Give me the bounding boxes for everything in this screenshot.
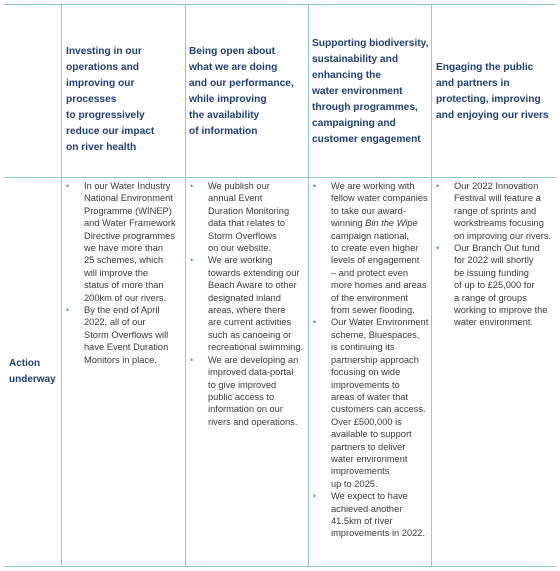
bullet-line: • We publish our [208, 181, 270, 191]
bullet-line: improvements to [331, 379, 400, 390]
bullet-item [188, 180, 308, 254]
header-line: and our performance, [189, 78, 294, 89]
header-line: on river health [66, 142, 137, 153]
bullet-line: levels of engagement [331, 255, 420, 266]
bullet-line: partners to deliver [331, 441, 406, 452]
bullet-line: range of sprints and [454, 205, 537, 216]
header-openness [189, 44, 307, 140]
bullet-line: • We are working [208, 255, 273, 266]
bullet-line: water environment. [454, 317, 534, 328]
bullet-line: scheme, Bluespaces, [331, 329, 420, 340]
bullet-line: status of more than [84, 280, 164, 291]
bullet-item [188, 254, 308, 353]
header-line: protecting, improving [436, 94, 541, 105]
header-line: water environment [312, 86, 403, 97]
bullet-line: • We expect to have [331, 491, 408, 502]
header-line: operations and [66, 62, 140, 73]
cell-engagement [434, 180, 556, 329]
header-line: what we are doing [189, 62, 278, 73]
bullet-line: such as canoeing or [208, 329, 292, 340]
row-label-line: underway [9, 374, 56, 385]
bullet-line: designated inland [208, 292, 281, 303]
header-line: enhancing the [312, 70, 382, 81]
bullet-line: to give improved [208, 379, 277, 390]
bullet-line: on improving our rivers. [454, 230, 552, 241]
bullet-line: annual Event [208, 193, 263, 204]
bullet-line: winning Bin the Wipe [331, 218, 418, 229]
bullet-list [311, 180, 431, 540]
bullet-line: • We are developing an [208, 354, 299, 365]
bullet-line: Programme (WINEP) [84, 205, 172, 216]
header-line: while improving [189, 94, 267, 105]
bullet-line: and Water Framework [84, 218, 176, 229]
bullet-line: of up to £25,000 for [454, 280, 535, 291]
bullet-line: 41.5km of river [331, 515, 393, 526]
bullet-line: available to support [331, 429, 412, 440]
header-line: Investing in our [66, 46, 142, 57]
row-label-line: Action [9, 358, 41, 369]
row-divider [4, 177, 556, 178]
bullet-item [311, 180, 431, 316]
header-line: through programmes, [312, 102, 418, 113]
bullet-line: achieved another [331, 503, 403, 514]
bullet-line: recreational swimming. [208, 342, 304, 353]
cell-biodiversity [311, 180, 431, 540]
header-line: to progressively [66, 110, 145, 121]
header-line: customer engagement [312, 134, 421, 145]
bullet-line: Over £500,000 is [331, 416, 402, 427]
bullet-list [64, 180, 184, 366]
bullet-line: more homes and areas [331, 280, 427, 291]
bullet-line: improved data-portal [208, 367, 294, 378]
column-divider [61, 4, 62, 567]
cell-operations [64, 180, 184, 366]
bullet-line: Storm Overflows will [84, 329, 169, 340]
bullet-line: partnership approach [331, 354, 419, 365]
bullet-line: • Our Water Environment [331, 317, 429, 328]
bullet-line: Duration Monitoring [208, 205, 290, 216]
bullet-line: areas, where there [208, 305, 286, 316]
bullet-item [311, 490, 431, 540]
header-line: the availability [189, 110, 260, 121]
bullet-list [434, 180, 556, 329]
bullet-line: campaign national, [331, 230, 410, 241]
bullet-line: Directive programmes [84, 230, 175, 241]
bullet-line: we have more than [84, 243, 164, 254]
row-divider [4, 4, 556, 5]
bullet-line: a range of groups [454, 292, 527, 303]
bullet-line: 2022, all of our [84, 317, 146, 328]
bullet-line: be issuing funding [454, 267, 529, 278]
bullet-line: Storm Overflows [208, 230, 277, 241]
bullet-line: up to 2025. [331, 478, 378, 489]
bullet-line: water environment [331, 453, 408, 464]
header-line: campaigning and [312, 118, 396, 129]
column-divider [185, 4, 186, 567]
header-line: improving our processes [66, 78, 135, 105]
bullet-line: • Our 2022 Innovation [454, 181, 539, 191]
bullet-line: of the environment [331, 292, 409, 303]
bullet-line: will improve the [84, 267, 149, 278]
header-line: sustainability and [312, 54, 399, 65]
bullet-line: to take our award- [331, 205, 406, 216]
bullet-item [64, 304, 184, 366]
row-divider [4, 566, 556, 567]
bullet-line: public access to [208, 391, 275, 402]
bullet-line: areas of water that [331, 391, 408, 402]
bullet-line: are current activities [208, 317, 292, 328]
header-line: and partners in [436, 78, 510, 89]
bullet-line: for 2022 will shortly [454, 255, 534, 266]
bullet-line: have Event Duration [84, 342, 169, 353]
bullet-line: National Environment [84, 193, 173, 204]
bullet-item [434, 242, 556, 329]
bullet-line: data that relates to [208, 218, 286, 229]
header-line: reduce our impact [66, 126, 155, 137]
bullet-line: towards extending our [208, 267, 300, 278]
cell-openness [188, 180, 308, 428]
bullet-line: on our website. [208, 243, 272, 254]
bullet-line: Festival will feature a [454, 193, 541, 204]
header-engagement [436, 60, 556, 124]
header-operations [66, 44, 184, 156]
header-line: and enjoying our rivers [436, 110, 549, 121]
bullet-line: improvements [331, 466, 390, 477]
bullet-line: working to improve the [454, 305, 548, 316]
bullet-item [64, 180, 184, 304]
header-line: of information [189, 126, 258, 137]
bullet-line: • In our Water Industry [84, 181, 171, 191]
bullet-line: Monitors in place. [84, 354, 157, 365]
bullet-line: 25 schemes, which [84, 255, 164, 266]
bullet-line: • We are working with [331, 181, 415, 191]
row-label-action-underway [9, 356, 61, 388]
column-divider [431, 4, 432, 567]
header-line: Engaging the public [436, 62, 534, 73]
bullet-line: customers can access. [331, 404, 426, 415]
bullet-line: • By the end of April [84, 305, 160, 316]
bullet-line: improvements in 2022. [331, 528, 426, 539]
bullet-item [311, 316, 431, 490]
bullet-line: 200km of our rivers. [84, 292, 167, 303]
bullet-line: – and protect even [331, 267, 409, 278]
bullet-line: • Our Branch Out fund [454, 243, 540, 254]
column-divider [308, 4, 309, 567]
bullet-line: is continuing its [331, 342, 395, 353]
bullet-line: Beach Aware to other [208, 280, 297, 291]
bullet-line: rivers and operations. [208, 416, 298, 427]
header-line: Being open about [189, 46, 276, 57]
bullet-line: fellow water companies [331, 193, 428, 204]
bullet-line: from sewer flooding. [331, 305, 415, 316]
bullet-item [434, 180, 556, 242]
bullet-line: to create even higher [331, 243, 419, 254]
header-biodiversity [312, 36, 430, 148]
bullet-line: information on our [208, 404, 283, 415]
bullet-line: focusing on wide [331, 367, 401, 378]
bullet-list [188, 180, 308, 428]
header-line: Supporting biodiversity, [312, 38, 429, 49]
bullet-item [188, 354, 308, 428]
bullet-line: workstreams focusing [454, 218, 544, 229]
